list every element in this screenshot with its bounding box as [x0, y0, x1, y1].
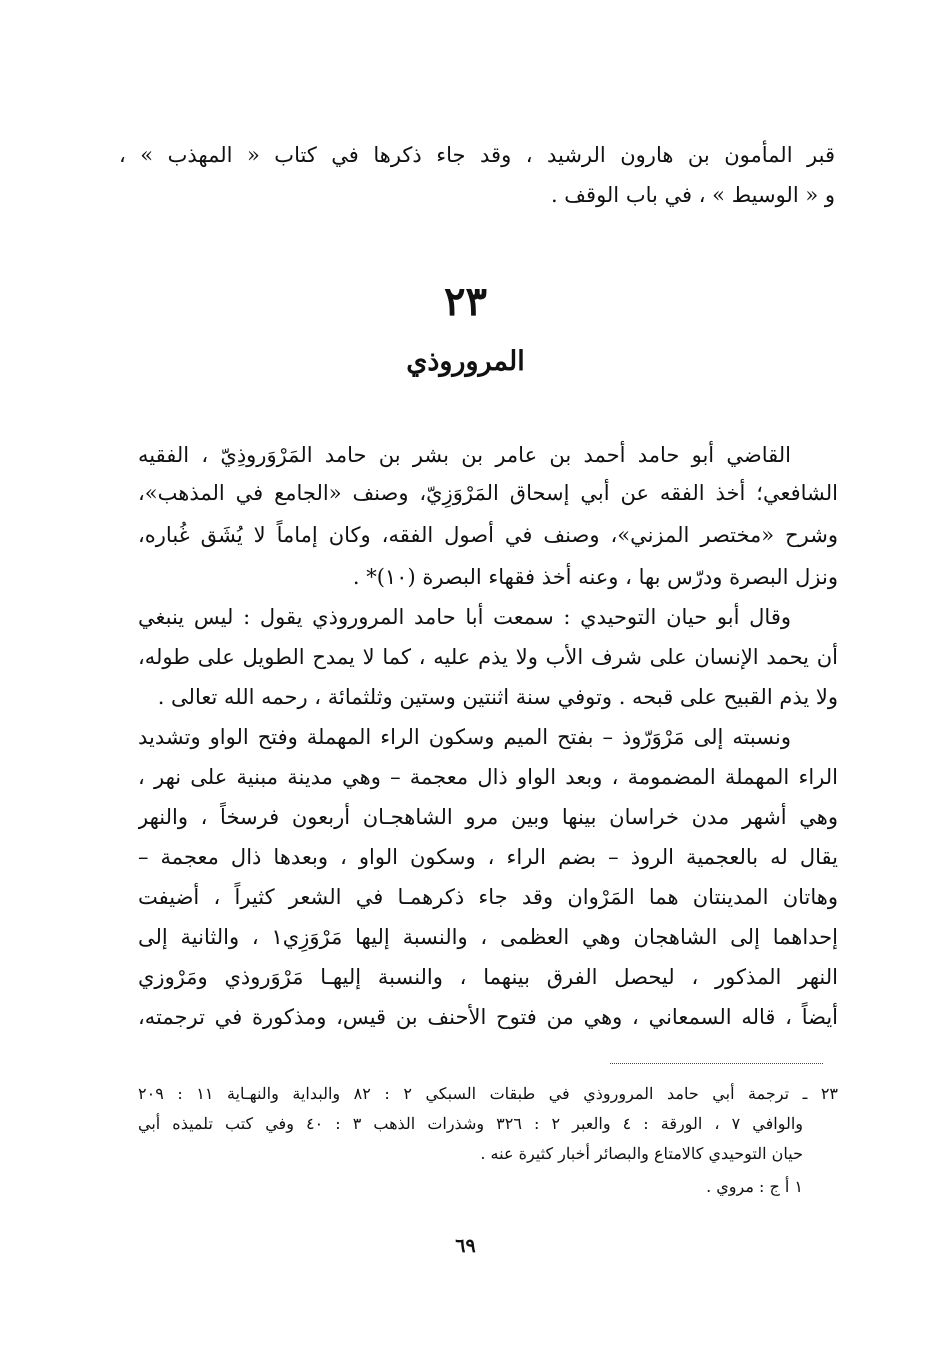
footnote-line-4: ١ أ ج : مروي . — [706, 1177, 803, 1196]
paragraph-line-6: أن يحمد الإنسان على شرف الأب ولا يذم عليه ، كما لا يمدح الطويل على طوله، — [138, 645, 838, 669]
intro-line-1: قبر المأمون بن هارون الرشيد ، وقد جاء ذكرها في كتاب « المهذب » ، — [119, 143, 835, 167]
footnote-separator — [610, 1063, 823, 1064]
intro-line-2: و « الوسيط » ، في باب الوقف . — [550, 183, 835, 207]
paragraph-line-3: وشرح «مختصر المزني»، وصنف في أصول الفقه، وكان إماماً لا يُشَق غُباره، — [138, 523, 838, 547]
paragraph-line-8: ونسبته إلى مَرْوَرّوذ – بفتح الميم وسكون الراء المهملة وفتح الواو وتشديد — [138, 725, 791, 749]
paragraph-line-11: يقال له بالعجمية الروذ – بضم الراء ، وسكون الواو ، وبعدها ذال معجمة – — [138, 845, 838, 869]
chapter-number: ٢٣ — [444, 278, 487, 325]
paragraph-line-12: وهاتان المدينتان هما المَرْوان وقد جاء ذكرهمـا في الشعر كثيراً ، أضيفت — [138, 885, 838, 909]
paragraph-line-13: إحداهما إلى الشاهجان وهي العظمى ، والنسبة إليها مَرْوَزِي١ ، والثانية إلى — [138, 925, 838, 949]
footnote-line-1: ٢٣ ـ ترجمة أبي حامد المروروذي في طبقات السبكي ٢ : ٨٢ والبداية والنهـاية ١١ : ٢٠٩ — [138, 1084, 838, 1103]
paragraph-line-9: الراء المهملة المضمومة ، وبعد الواو ذال معجمة – وهي مدينة مبنية على نهر ، — [138, 765, 838, 789]
paragraph-line-5: وقال أبو حيان التوحيدي : سمعت أبا حامد المروروذي يقول : ليس ينبغي — [138, 605, 791, 629]
footnote-line-3: حيان التوحيدي كالامتاع والبصائر أخبار كثيرة عنه . — [480, 1144, 803, 1163]
paragraph-line-2: الشافعي؛ أخذ الفقه عن أبي إسحاق المَرْوَزِيّ، وصنف «الجامع في المذهب»، — [138, 481, 838, 505]
footnote-line-2: والوافي ٧ ، الورقة : ٤ والعبر ٢ : ٣٢٦ وشذرات الذهب ٣ : ٤٠ وفي كتب تلميذه أبي — [138, 1114, 803, 1133]
paragraph-line-14: النهر المذكور ، ليحصل الفرق بينهما ، والنسبة إليهـا مَرْوَروذي ومَرْوزي — [138, 965, 838, 989]
paragraph-line-7: ولا يذم القبيح على قبحه . وتوفي سنة اثنتين وستين وثلثمائة ، رحمه الله تعالى . — [157, 685, 838, 709]
chapter-title: المروروذي — [406, 346, 525, 377]
paragraph-line-10: وهي أشهر مدن خراسان بينها وبين مرو الشاهجـان أربعون فرسخاً ، والنهر — [138, 805, 838, 829]
paragraph-line-1: القاضي أبو حامد أحمد بن عامر بن بشر بن حامد المَرْوَروذِيّ ، الفقيه — [138, 443, 791, 467]
page-number: ٦٩ — [455, 1235, 476, 1257]
paragraph-line-15: أيضاً ، قاله السمعاني ، وهي من فتوح الأحنف بن قيس، ومذكورة في ترجمته، — [138, 1005, 838, 1029]
paragraph-line-4: ونزل البصرة ودرّس بها ، وعنه أخذ فقهاء البصرة (١٠)* . — [352, 565, 838, 589]
